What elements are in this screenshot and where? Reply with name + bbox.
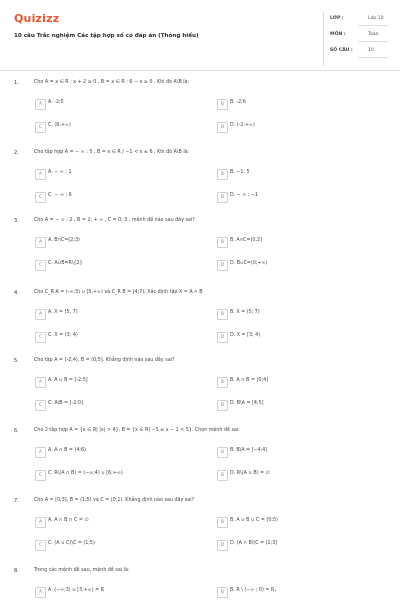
meta-row-count [330,48,388,58]
option-text: A. − ∞ ; 1 [48,170,72,175]
header-divider [0,70,400,71]
option-text: B. -2;6 [230,100,246,105]
option-letter-badge: C [35,540,46,551]
question-number: 2. [14,150,19,156]
option-text: D. B∪C=(0;+∞) [230,261,268,266]
option-text: C. A\B = [-2;0] [48,401,83,406]
option-letter-badge: A [35,309,46,320]
option-letter-badge: D [217,332,228,343]
question-number: 3. [14,218,19,224]
option-text: A. A ∩ B ∩ C = ∅ [48,518,89,523]
question-text: Cho A = − ∞ ; 2 , B = 2; + ∞ , C = 0; 3 . mệnh đề nào sau đây sai? [34,218,195,223]
option-letter-badge: A [35,99,46,110]
meta-row-subject [330,32,388,42]
question-number: 6. [14,428,19,434]
option-letter-badge: C [35,192,46,203]
option-text: B. R \ (−∞ ; 0) = R₊ [230,588,277,593]
option-text: C. A∪B=R\{2} [48,261,83,266]
option-letter-badge: B [217,447,228,458]
option-letter-badge: B [217,169,228,180]
option-letter-badge: A [35,377,46,388]
option-letter-badge: A [35,169,46,180]
option-text: D. − ∞ ; −1 [230,193,259,198]
meta-value: Toán [368,32,379,37]
question-number: 5. [14,358,19,364]
option-letter-badge: A [35,447,46,458]
option-text: B. B\A = [−4;4] [230,448,268,453]
question-text: Cho C_R A = (-∞;3) ∪ [5;+∞) và C_R B = [4;7). Xác định tập X = A ∩ B [34,290,203,295]
option-letter-badge: B [217,377,228,388]
option-letter-badge: C [35,400,46,411]
option-letter-badge: B [217,517,228,528]
option-text: C. R\(A ∩ B) = (−∞;4) ∪ [6;+∞) [48,471,123,476]
option-letter-badge: B [217,309,228,320]
option-letter-badge: B [217,587,228,598]
meta-value: Lớp 10 [368,16,384,21]
meta-row-class [330,16,388,26]
option-letter-badge: D [217,470,228,481]
option-letter-badge: C [35,122,46,133]
question-text: Trong các mệnh đề sau, mệnh đề sai là: [34,568,130,573]
meta-label: MÔN : [330,32,346,37]
option-letter-badge: A [35,237,46,248]
question-text: Cho A = x ∈ R : x + 2 ≥ 0 , B = x ∈ R : 6 − x ≥ 0 . Khi đó A\B là: [34,80,190,85]
option-text: A. B∩C=[2;3) [48,238,80,243]
worksheet-title: 10 câu Trắc nghiệm Các tập hợp số có đáp án (Thông hiểu) [14,33,199,39]
option-text: D. R\(A ∪ B) = ∅ [230,471,270,476]
option-letter-badge: D [217,192,228,203]
quizizz-logo: Quizizz [14,12,60,25]
option-text: C. (A ∪ C)\C = (1;5) [48,541,95,546]
question-number: 7. [14,498,19,504]
option-text: A. -2;5 [48,100,64,105]
option-letter-badge: C [35,332,46,343]
question-text: Cho A = [0;3], B = (1;5) và C = (0;1). Khẳng định nào sau đây sai? [34,498,195,503]
option-letter-badge: A [35,587,46,598]
question-text: Cho tập A = [-2;4), B = (0;5]. Khẳng định nào sau đây sai? [34,358,175,363]
meta-label: SỐ CÂU : [330,48,353,53]
meta-box [323,12,390,66]
option-text: D. X = [3; 4) [230,333,261,338]
option-text: B. A ∪ B ∪ C = [0;5) [230,518,278,523]
option-text: C. − ∞ ; 6 [48,193,72,198]
option-text: D. B\A = [4;5] [230,401,264,406]
question-number: 8. [14,568,19,574]
option-text: A. A ∩ B = (4;6) [48,448,86,453]
option-letter-badge: D [217,400,228,411]
option-letter-badge: B [217,237,228,248]
option-text: B. −1; 5 [230,170,250,175]
option-text: D. (A ∩ B)\C = (1;3] [230,541,278,546]
meta-value: 10 [368,48,374,53]
option-letter-badge: C [35,470,46,481]
option-text: B. X = (5; 7) [230,310,260,315]
option-letter-badge: A [35,517,46,528]
question-number: 4. [14,290,19,296]
option-letter-badge: D [217,260,228,271]
meta-label: LỚP : [330,16,344,21]
question-number: 1. [14,80,19,86]
option-text: A. X = [5; 7) [48,310,78,315]
option-text: C. X = (3; 4) [48,333,78,338]
question-text: Cho tập hợp A = − ∞ ; 5 , B = x ∈ R / −1 < x ≤ 6 . Khi đó A\B là: [34,150,190,155]
option-letter-badge: D [217,122,228,133]
option-letter-badge: B [217,99,228,110]
option-text: D. (-2;+∞) [230,123,255,128]
option-text: B. A∩C=(0;2] [230,238,262,243]
question-text: Cho 2 tập hợp A = {x ∈ R| |x| > 4}, B = {x ∈ R| −5 ≤ x − 1 < 5}. Chọn mệnh đề sai: [34,428,240,433]
option-text: B. A ∩ B = (0;4] [230,378,269,383]
option-letter-badge: D [217,540,228,551]
option-text: A. (−∞;3) ∪ [3;+∞) = R [48,588,105,593]
option-text: C. (6;+∞) [48,123,71,128]
option-text: A. A ∪ B = [-2;5] [48,378,88,383]
option-letter-badge: C [35,260,46,271]
